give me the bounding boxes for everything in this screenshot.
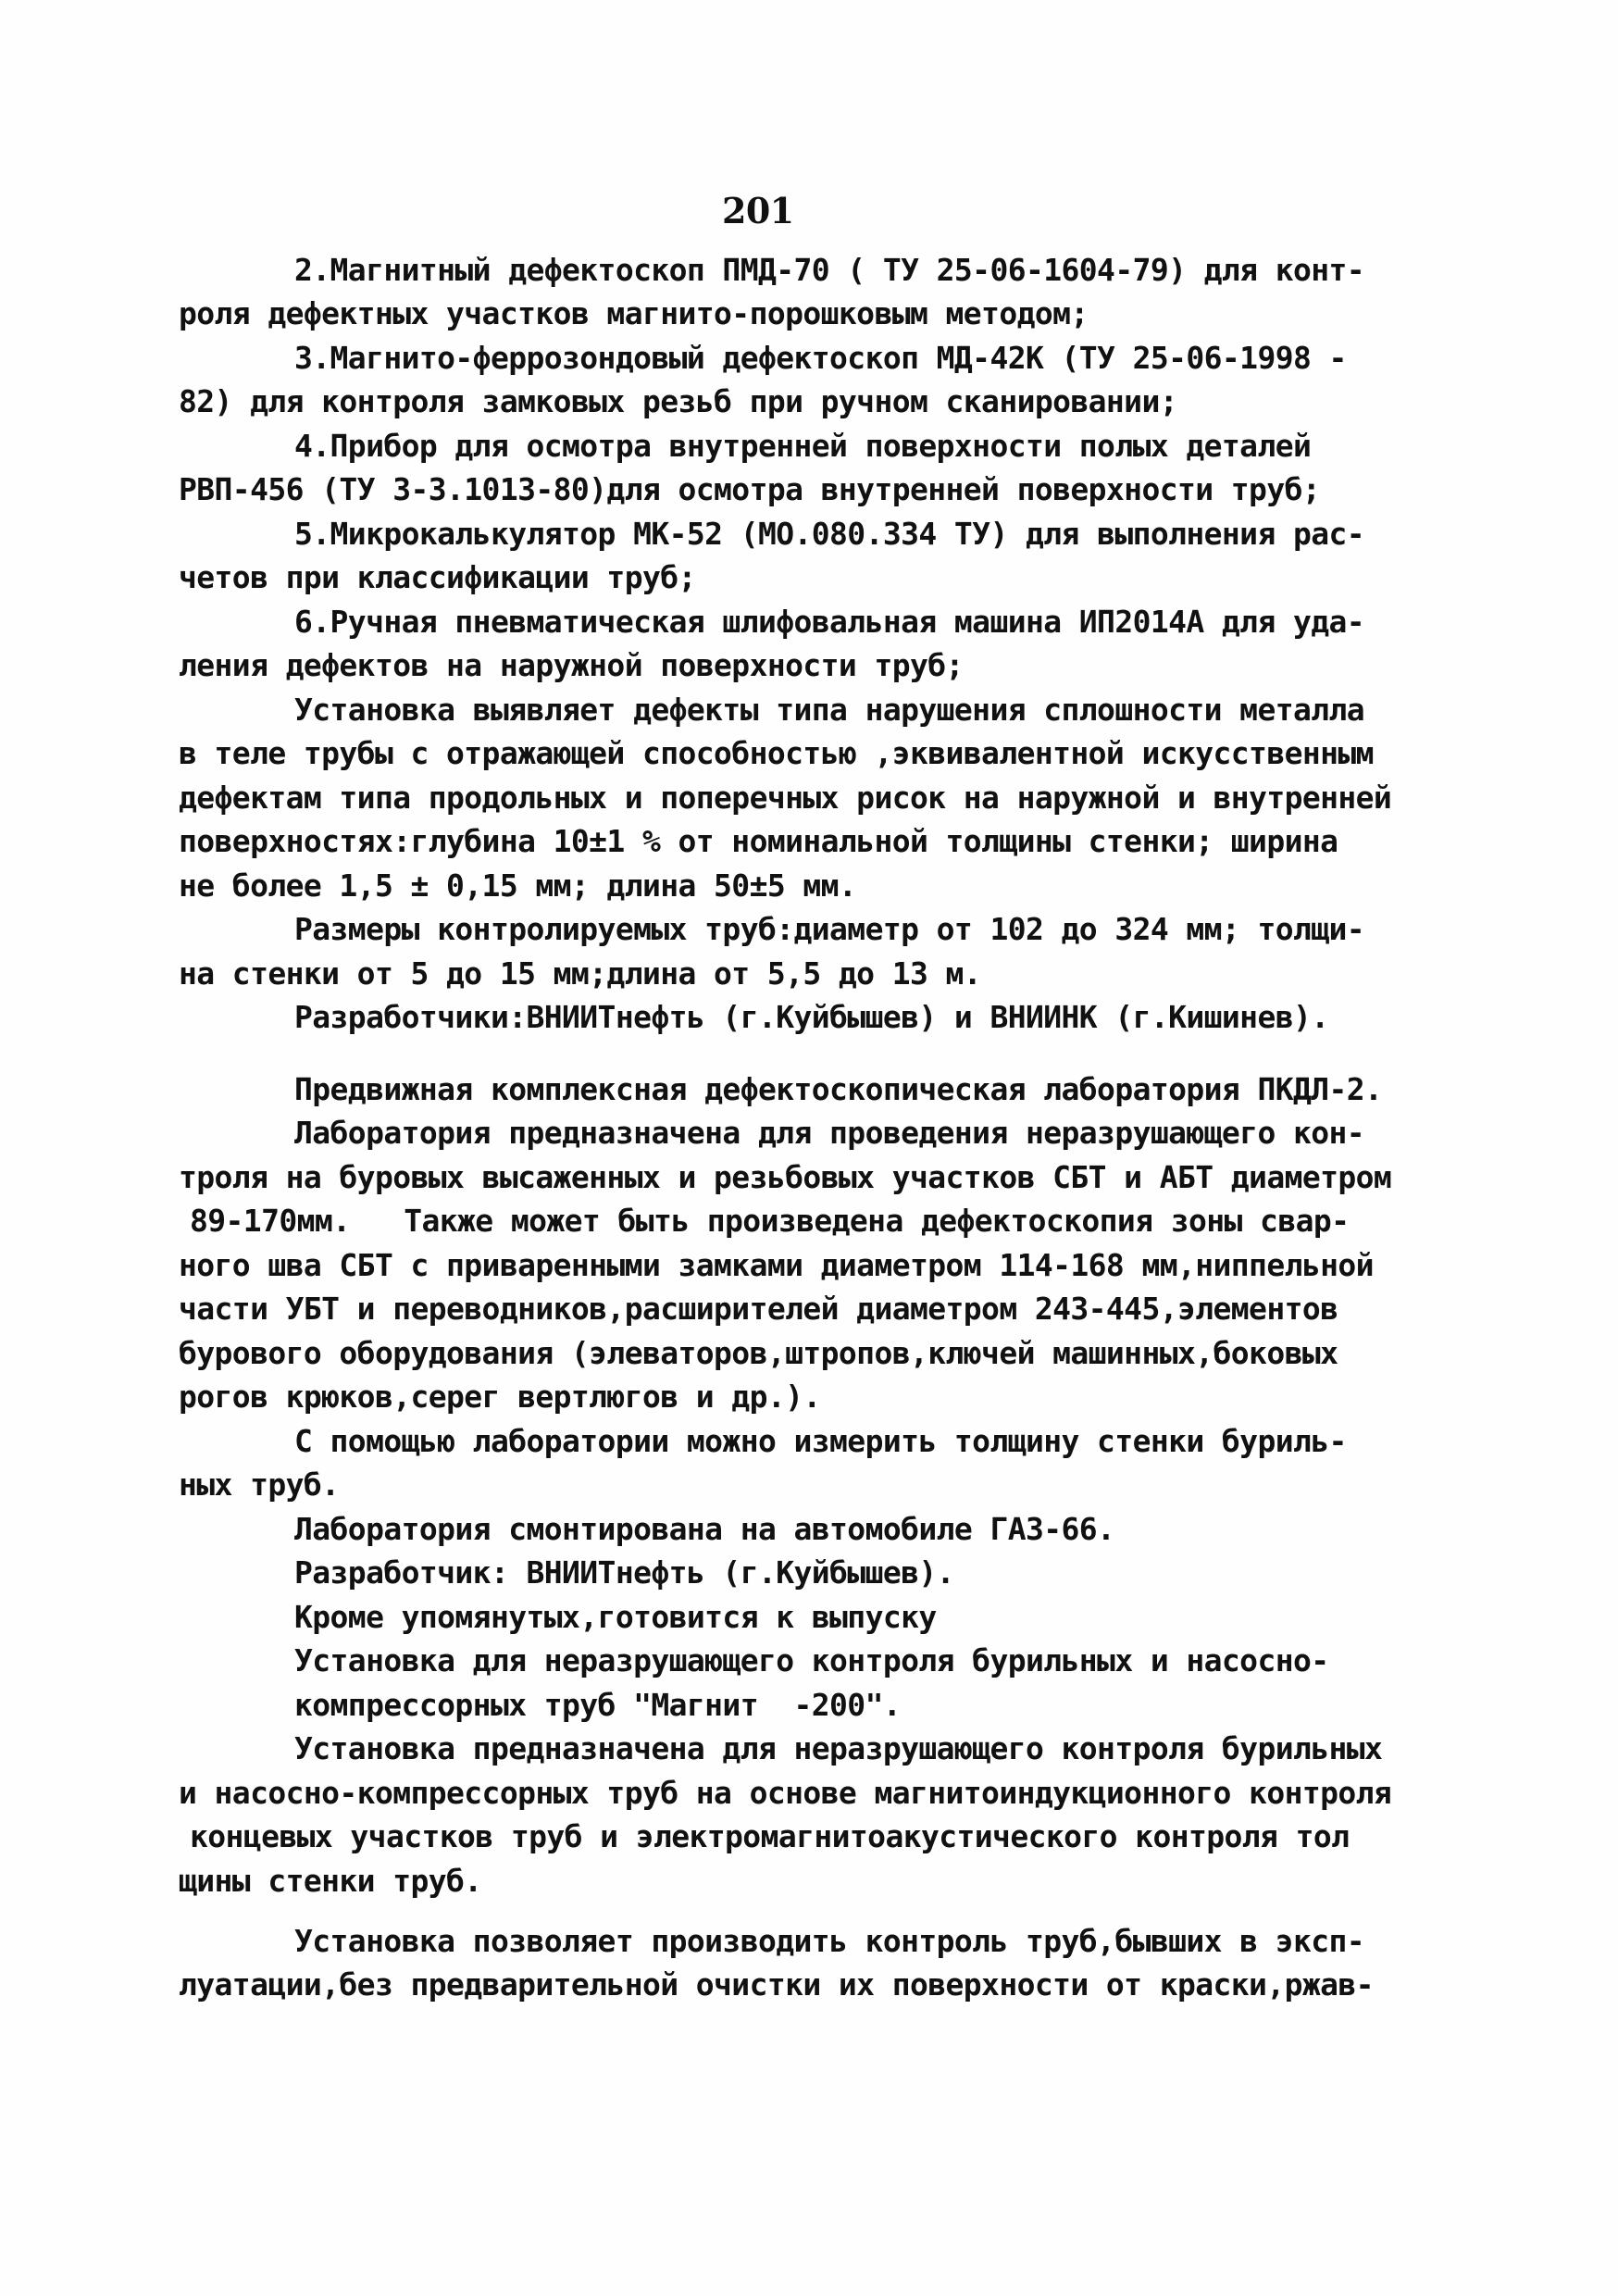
text-line: щины стенки труб. [179, 1863, 482, 1899]
text-line: поверхностях:глубина 10±1 % от номинальной толщины стенки; ширина [179, 823, 1338, 859]
page-number: 201 [722, 190, 794, 231]
text-line: четов при классификации труб; [179, 559, 696, 595]
text-line: Установка для неразрушающего контроля бурильных и насосно- [294, 1642, 1329, 1678]
text-line: Разработчики:ВНИИТнефть (г.Куйбышев) и ВНИИНК (г.Кишинев). [294, 999, 1329, 1035]
text-line: компрессорных труб "Магнит -200". [294, 1687, 902, 1723]
text-line: Кроме упомянутых,готовится к выпуску [294, 1599, 937, 1635]
text-line: части УБТ и переводников,расширителей диаметром 243-445,элементов [179, 1291, 1338, 1327]
text-line: 3.Магнито-феррозондовый дефектоскоп МД-42К (ТУ 25-06-1998 - [294, 340, 1347, 376]
text-line: Лаборатория предназначена для проведения неразрушающего кон- [294, 1115, 1365, 1151]
text-line: 5.Микрокалькулятор МК-52 (МО.080.334 ТУ) для выполнения рас- [294, 516, 1365, 552]
text-line: 4.Прибор для осмотра внутренней поверхности полых деталей [294, 428, 1312, 464]
text-line: роля дефектных участков магнито-порошковым методом; [179, 295, 1089, 331]
text-line: ления дефектов на наружной поверхности труб; [179, 647, 964, 683]
text-line: РВП-456 (ТУ 3-3.1013-80)для осмотра внутренней поверхности труб; [179, 471, 1321, 507]
text-line: Разработчик: ВНИИТнефть (г.Куйбышев). [294, 1554, 954, 1591]
text-line: рогов крюков,серег вертлюгов и др.). [179, 1379, 821, 1415]
text-line: 6.Ручная пневматическая шлифовальная машина ИП2014А для уда- [294, 604, 1365, 640]
text-line: 82) для контроля замковых резьб при ручном сканировании; [179, 383, 1177, 419]
text-line: Предвижная комплексная дефектоскопическая лаборатория ПКДЛ-2. [294, 1071, 1383, 1107]
text-line: не более 1,5 ± 0,15 мм; длина 50±5 мм. [179, 867, 857, 904]
text-line: в теле трубы с отражающей способностью ,эквивалентной искусственным [179, 735, 1374, 771]
text-line: Установка предназначена для неразрушающего контроля бурильных [294, 1730, 1383, 1766]
text-line: 2.Магнитный дефектоскоп ПМД-70 ( ТУ 25-06-1604-79) для конт- [294, 252, 1365, 288]
text-line: ного шва СБТ с приваренными замками диаметром 114-168 мм,ниппельной [179, 1247, 1374, 1283]
text-line: на стенки от 5 до 15 мм;длина от 5,5 до 13 м. [179, 955, 982, 992]
text-line: луатации,без предварительной очистки их поверхности от краски,ржав- [179, 1966, 1374, 2003]
text-line: Лаборатория смонтирована на автомобиле ГАЗ-66. [294, 1511, 1115, 1547]
text-line: С помощью лаборатории можно измерить толщину стенки буриль- [294, 1423, 1347, 1459]
text-line: бурового оборудования (элеваторов,штропов,ключей машинных,боковых [179, 1335, 1338, 1371]
text-line: Размеры контролируемых труб:диаметр от 102 до 324 мм; толщи- [294, 911, 1365, 947]
text-line: ных труб. [179, 1466, 340, 1503]
text-line: Установка выявляет дефекты типа нарушения сплошности металла [294, 692, 1365, 728]
text-line: концевых участков труб и электромагнитоакустического контроля тол [190, 1818, 1350, 1854]
text-line: и насосно-компрессорных труб на основе магнитоиндукционного контроля [179, 1775, 1392, 1811]
text-line: 89-170мм. Также может быть произведена дефектоскопия зоны свар- [190, 1203, 1350, 1239]
text-line: дефектам типа продольных и поперечных рисок на наружной и внутренней [179, 780, 1392, 816]
text-line: троля на буровых высаженных и резьбовых участков СБТ и АБТ диаметром [179, 1159, 1392, 1195]
text-line: Установка позволяет производить контроль труб,бывших в эксп- [294, 1923, 1365, 1959]
